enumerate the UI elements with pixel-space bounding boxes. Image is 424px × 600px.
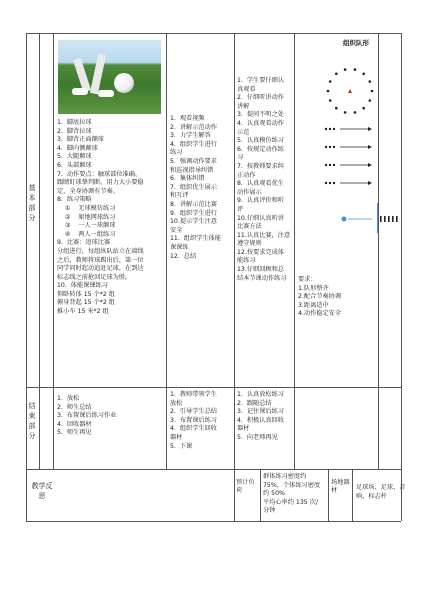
chase-players-icon [378, 212, 400, 226]
chase-formation [342, 203, 379, 233]
end-teacher-text: 1. 教师带领学生 放松 2. 引导学生总结 3. 布置课后练习 4. 组织学生回收 器材 5. 下课 [170, 391, 217, 450]
table-right-border [401, 33, 402, 521]
player-dot-icon [325, 128, 327, 130]
col-divider-org [378, 33, 379, 469]
table-left-border [26, 33, 27, 521]
org-formation-diagram [322, 47, 378, 257]
basic-teacher-text: 1. 观看视频 2. 讲解示范动作 3. 力学生解答 4. 组织学生进行 练习 5. 强调动作要求 和巡视指导纠错 6. 集体纠错 7. 组织优生展示 和互评 8. 讲解示范比赛 9. 组织学生进行 10.提示学生注意 安全 11. 组织学生体能 课课练 12. 总结 [170, 115, 221, 260]
player-dot-icon [369, 80, 372, 83]
player-dot-icon [371, 90, 374, 93]
col-divider-label-2 [53, 33, 54, 469]
org-formation-title: 组织队形 [343, 39, 369, 47]
player-dot-icon [325, 146, 327, 148]
player-dot-icon [329, 99, 332, 102]
venue-text: 足球场、足球、音 响、标志杆 [356, 484, 406, 500]
player-dot-icon [344, 68, 347, 71]
row-divider-basic-end [26, 387, 401, 388]
section-label-reflection: 教学反思 [31, 482, 53, 500]
player-dot-icon [327, 90, 330, 93]
end-student-text: 1. 认真放松练习 2. 跟随总结 3. 记住课后练习 4. 积极认真回收 器材 5. 向老师再见 [237, 391, 284, 441]
player-icon [384, 216, 386, 222]
player-dot-icon [362, 107, 365, 110]
player-dot-icon [325, 182, 327, 184]
org-requirements-text: 要求： 1.队形整齐 2.配合节奏协调 3.距离适中 4.动作稳定安全 [298, 276, 342, 318]
lesson-plan-table [26, 33, 406, 521]
player-dot-icon [329, 146, 331, 148]
section-label-basic: 基本部分 [28, 184, 36, 222]
venue-label: 场地器材 [331, 479, 350, 494]
player-dot-icon [362, 73, 365, 76]
col-divider-student [294, 33, 295, 469]
basic-student-text: 1. 学生要仔细认 真观看 2. 仔细听讲动作 讲解 3. 提问不明之处 4. 认真观看动作 示范 5. 认真模仿练习 6. 按规定动作练 习 7. 按教师要求纠 正动作 8. 认真观看优生 动作展示 9. 认真评价和听 评 10.仔细认真听讲 比赛方法 11.认真比赛，注意 遵守规则 12.按要求完成体 能练习 13.仔细回顾和总 结本节课动作练习 [237, 77, 291, 282]
teacher-marker-icon [348, 89, 352, 93]
player-icon [388, 216, 390, 222]
end-content-text: 1. 放松 2. 师生总结 3. 布置课后练习作业 4. 回收器材 5. 师生再见 [57, 395, 117, 437]
section-label-end: 结束部分 [28, 402, 36, 440]
predict-load-text: 群体练习密度约 75%，个体练习密度 约 50% 平均心率约 135 次/ 分钟 [263, 473, 321, 515]
player-icon [396, 216, 398, 222]
player-dot-icon [329, 128, 331, 130]
player-dot-icon [329, 182, 331, 184]
player-dot-icon [369, 99, 372, 102]
col-divider-content [166, 33, 167, 469]
player-icon [392, 216, 394, 222]
player-dot-icon [354, 68, 357, 71]
ball-marker-icon [342, 217, 347, 222]
basic-content-text: 1. 脚底拉球 2. 脚背拉球 3. 脚背正面颠球 4. 脚内侧颠球 5. 大腿颠球 6. 头部颠球 7. 动作要点：触球部位准确、 跟睛盯球挚判断，用力大小要稳 定，全身协调有节奏。 8. 练习策略 ① 无球模仿练习 ② 原地网球练习 ③ 一人一球颠球 ④ 两人一组练习 9. 比赛：追球比赛 分组进行，每组纵队站立在端线 之后，教师将球踢出后，第一位 同学同时起动追赶足球，在到达 标志线之前抢回足球为胜。 10. 体能课课练习 仰卧转体 15 个*2 组 俯身背起 15 个*2 组 推小车 15 米*2 组 [57, 119, 144, 316]
player-dot-icon [333, 128, 335, 130]
row-divider-end-reflection [26, 469, 401, 470]
football-practice-photo [58, 40, 161, 114]
predict-load-label: 预计负荷 [236, 479, 255, 494]
football-icon [114, 73, 134, 93]
col-divider-predict [260, 469, 261, 521]
column-formation [325, 127, 372, 185]
player-dot-icon [325, 164, 327, 166]
table-bottom-border [26, 521, 401, 522]
col-divider-label [39, 33, 40, 469]
player-dot-icon [354, 111, 357, 114]
player-icon [380, 216, 382, 222]
player-dot-icon [335, 107, 338, 110]
col-divider-venue-2 [352, 469, 353, 521]
table-top-border [26, 33, 401, 34]
player-dot-icon [333, 146, 335, 148]
player-dot-icon [329, 80, 332, 83]
player-dot-icon [335, 73, 338, 76]
player-dot-icon [344, 111, 347, 114]
col-divider-venue [328, 469, 329, 521]
player-dot-icon [333, 182, 335, 184]
player-dot-icon [333, 164, 335, 166]
col-divider-teacher [234, 33, 235, 521]
player-dot-icon [329, 164, 331, 166]
